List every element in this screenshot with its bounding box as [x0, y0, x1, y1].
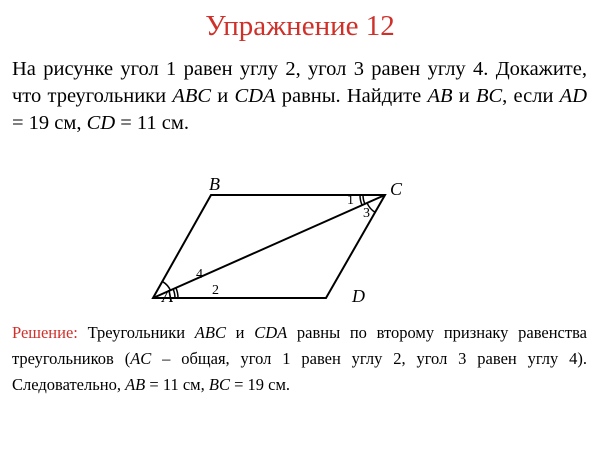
segment-ab: AB: [125, 375, 146, 394]
segment-cd: CD: [86, 112, 116, 134]
segment-ab: AB: [427, 85, 453, 107]
angle-3-label: 3: [363, 206, 370, 221]
exercise-title: Упражнение 12: [205, 10, 395, 42]
problem-text: равны. Найдите: [275, 85, 428, 107]
angle-2-arc: [176, 288, 178, 298]
problem-text: На рисунке угол 1 равен углу 2, угол 3 равен углу 4. Докажите, что треугольники: [12, 58, 587, 107]
problem-text: = 11 см.: [115, 112, 189, 134]
problem-text: = 19 см,: [12, 112, 87, 134]
segment-ad: AD: [559, 85, 587, 107]
angle-1-label: 1: [347, 193, 354, 208]
solution-part: равны по второму признаку равенства треугольников (: [12, 323, 587, 368]
segment-bc: BC: [475, 85, 503, 107]
triangle-cda: CDA: [234, 85, 276, 107]
solution-part: – общая, угол 1 равен углу 2, угол 3 равен углу 4). Следовательно,: [12, 349, 587, 394]
vertex-b-label: B: [209, 174, 220, 194]
triangle-abc: ABC: [194, 323, 226, 342]
problem-text: , если: [502, 85, 560, 107]
angle-1-arc: [363, 195, 365, 204]
solution-label: Решение:: [12, 323, 78, 342]
solution-part: и: [225, 323, 255, 342]
triangle-abc: ABC: [172, 85, 212, 107]
vertex-a-label: A: [162, 286, 173, 306]
angle-4-label: 4: [196, 267, 203, 282]
angle-1-arc: [360, 195, 362, 205]
vertex-c-label: C: [390, 179, 403, 199]
vertex-d-label: D: [352, 286, 365, 306]
segment-ac: AC: [130, 349, 152, 368]
angle-2-label: 2: [212, 283, 219, 298]
diagonal-ac: [153, 195, 385, 298]
segment-bc: BC: [208, 375, 230, 394]
solution-part: Треугольники: [77, 323, 195, 342]
solution-part: = 11 см,: [145, 375, 209, 394]
problem-text: и: [452, 85, 476, 107]
triangle-cda: CDA: [254, 323, 288, 342]
problem-text: и: [211, 85, 235, 107]
angle-2-arc: [173, 289, 175, 298]
solution-text: [12, 320, 587, 398]
solution-part: = 19 см.: [229, 375, 291, 394]
